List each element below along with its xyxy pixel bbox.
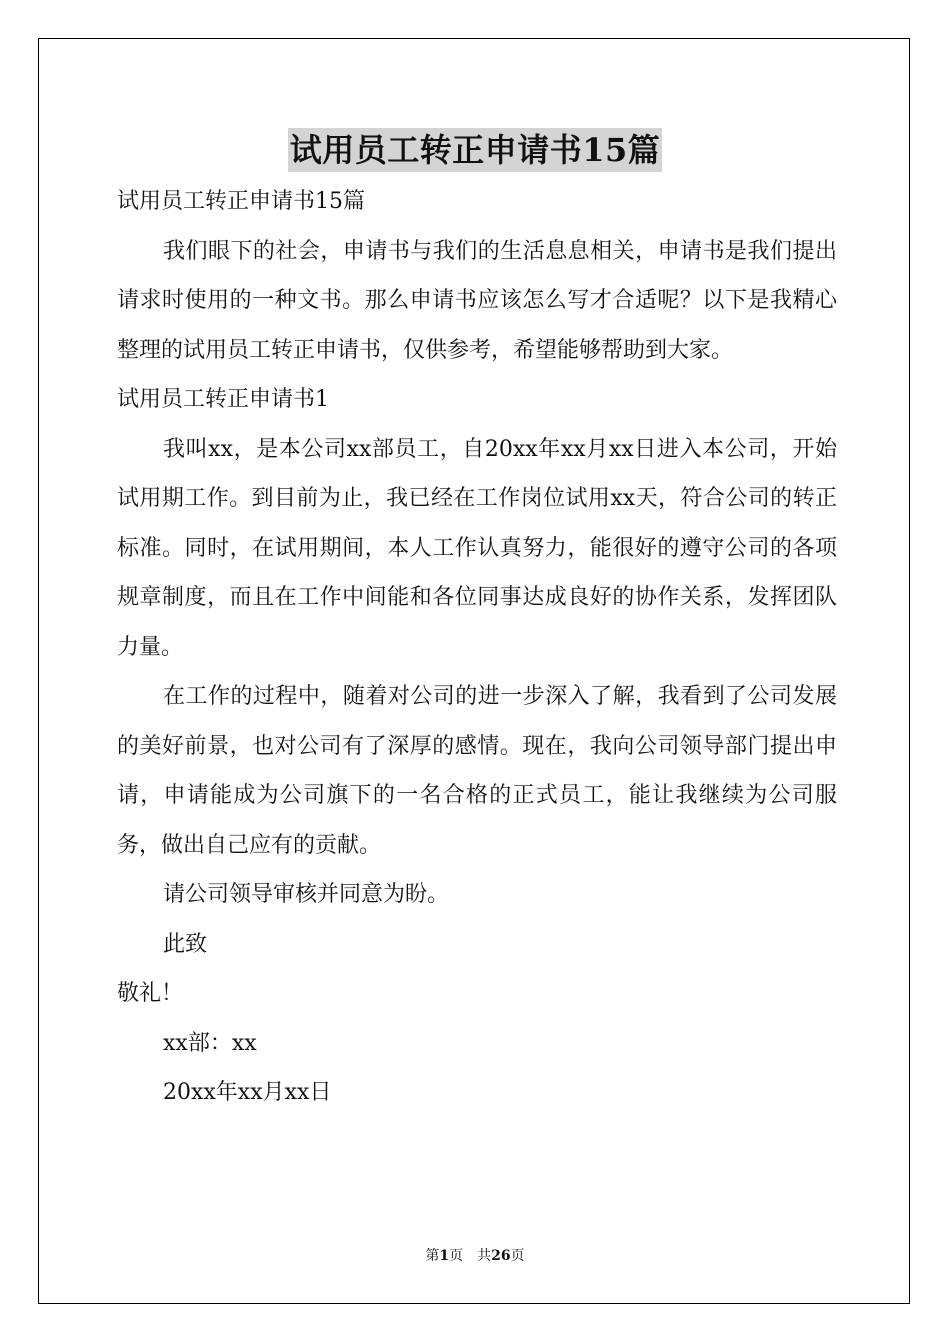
footer-page-suffix: 页: [510, 1248, 525, 1264]
footer-page-prefix: 第: [425, 1248, 440, 1264]
body-paragraph-1: 我叫xx，是本公司xx部员工，自20xx年xx月xx日进入本公司，开始试用期工作。到目前为止，我已经在工作岗位试用xx天，符合公司的转正标准。同时，在试用期间，本人工作认真努力，能很好的遵守公司的各项规章制度，而且在工作中间能和各位同事达成良好的协作关系，发挥团队力量。: [117, 436, 837, 660]
body-paragraph-2: 在工作的过程中，随着对公司的进一步深入了解，我看到了公司发展的美好前景，也对公司有了深厚的感情。现在，我向公司领导部门提出申请，申请能成为公司旗下的一名合格的正式员工，能让我继续为公司服务，做出自己应有的贡献。: [117, 684, 837, 858]
footer-page-total: 26: [491, 1248, 511, 1264]
intro-paragraph: 我们眼下的社会，申请书与我们的生活息息相关，申请书是我们提出请求时使用的一种文书。那么申请书应该怎么写才合适呢？以下是我精心整理的试用员工转正申请书，仅供参考，希望能够帮助到大家。: [117, 238, 837, 363]
footer-page-mid: 页 共: [449, 1248, 492, 1264]
title-container: [0, 128, 950, 172]
signature-line: xx部：xx: [163, 1030, 257, 1056]
document-title: 试用员工转正申请书15篇: [288, 128, 663, 172]
closing-salutation: 此致: [163, 931, 208, 957]
date-line: 20xx年xx月xx日: [163, 1080, 332, 1105]
document-body: [117, 177, 837, 1118]
closing-regards: 敬礼！: [117, 981, 184, 1006]
page-footer: [0, 1246, 950, 1266]
document-subtitle: 试用员工转正申请书15篇: [117, 189, 365, 214]
footer-page-number: 1: [439, 1248, 450, 1264]
section-heading: 试用员工转正申请书1: [117, 387, 329, 412]
body-paragraph-3: 请公司领导审核并同意为盼。: [163, 882, 450, 907]
